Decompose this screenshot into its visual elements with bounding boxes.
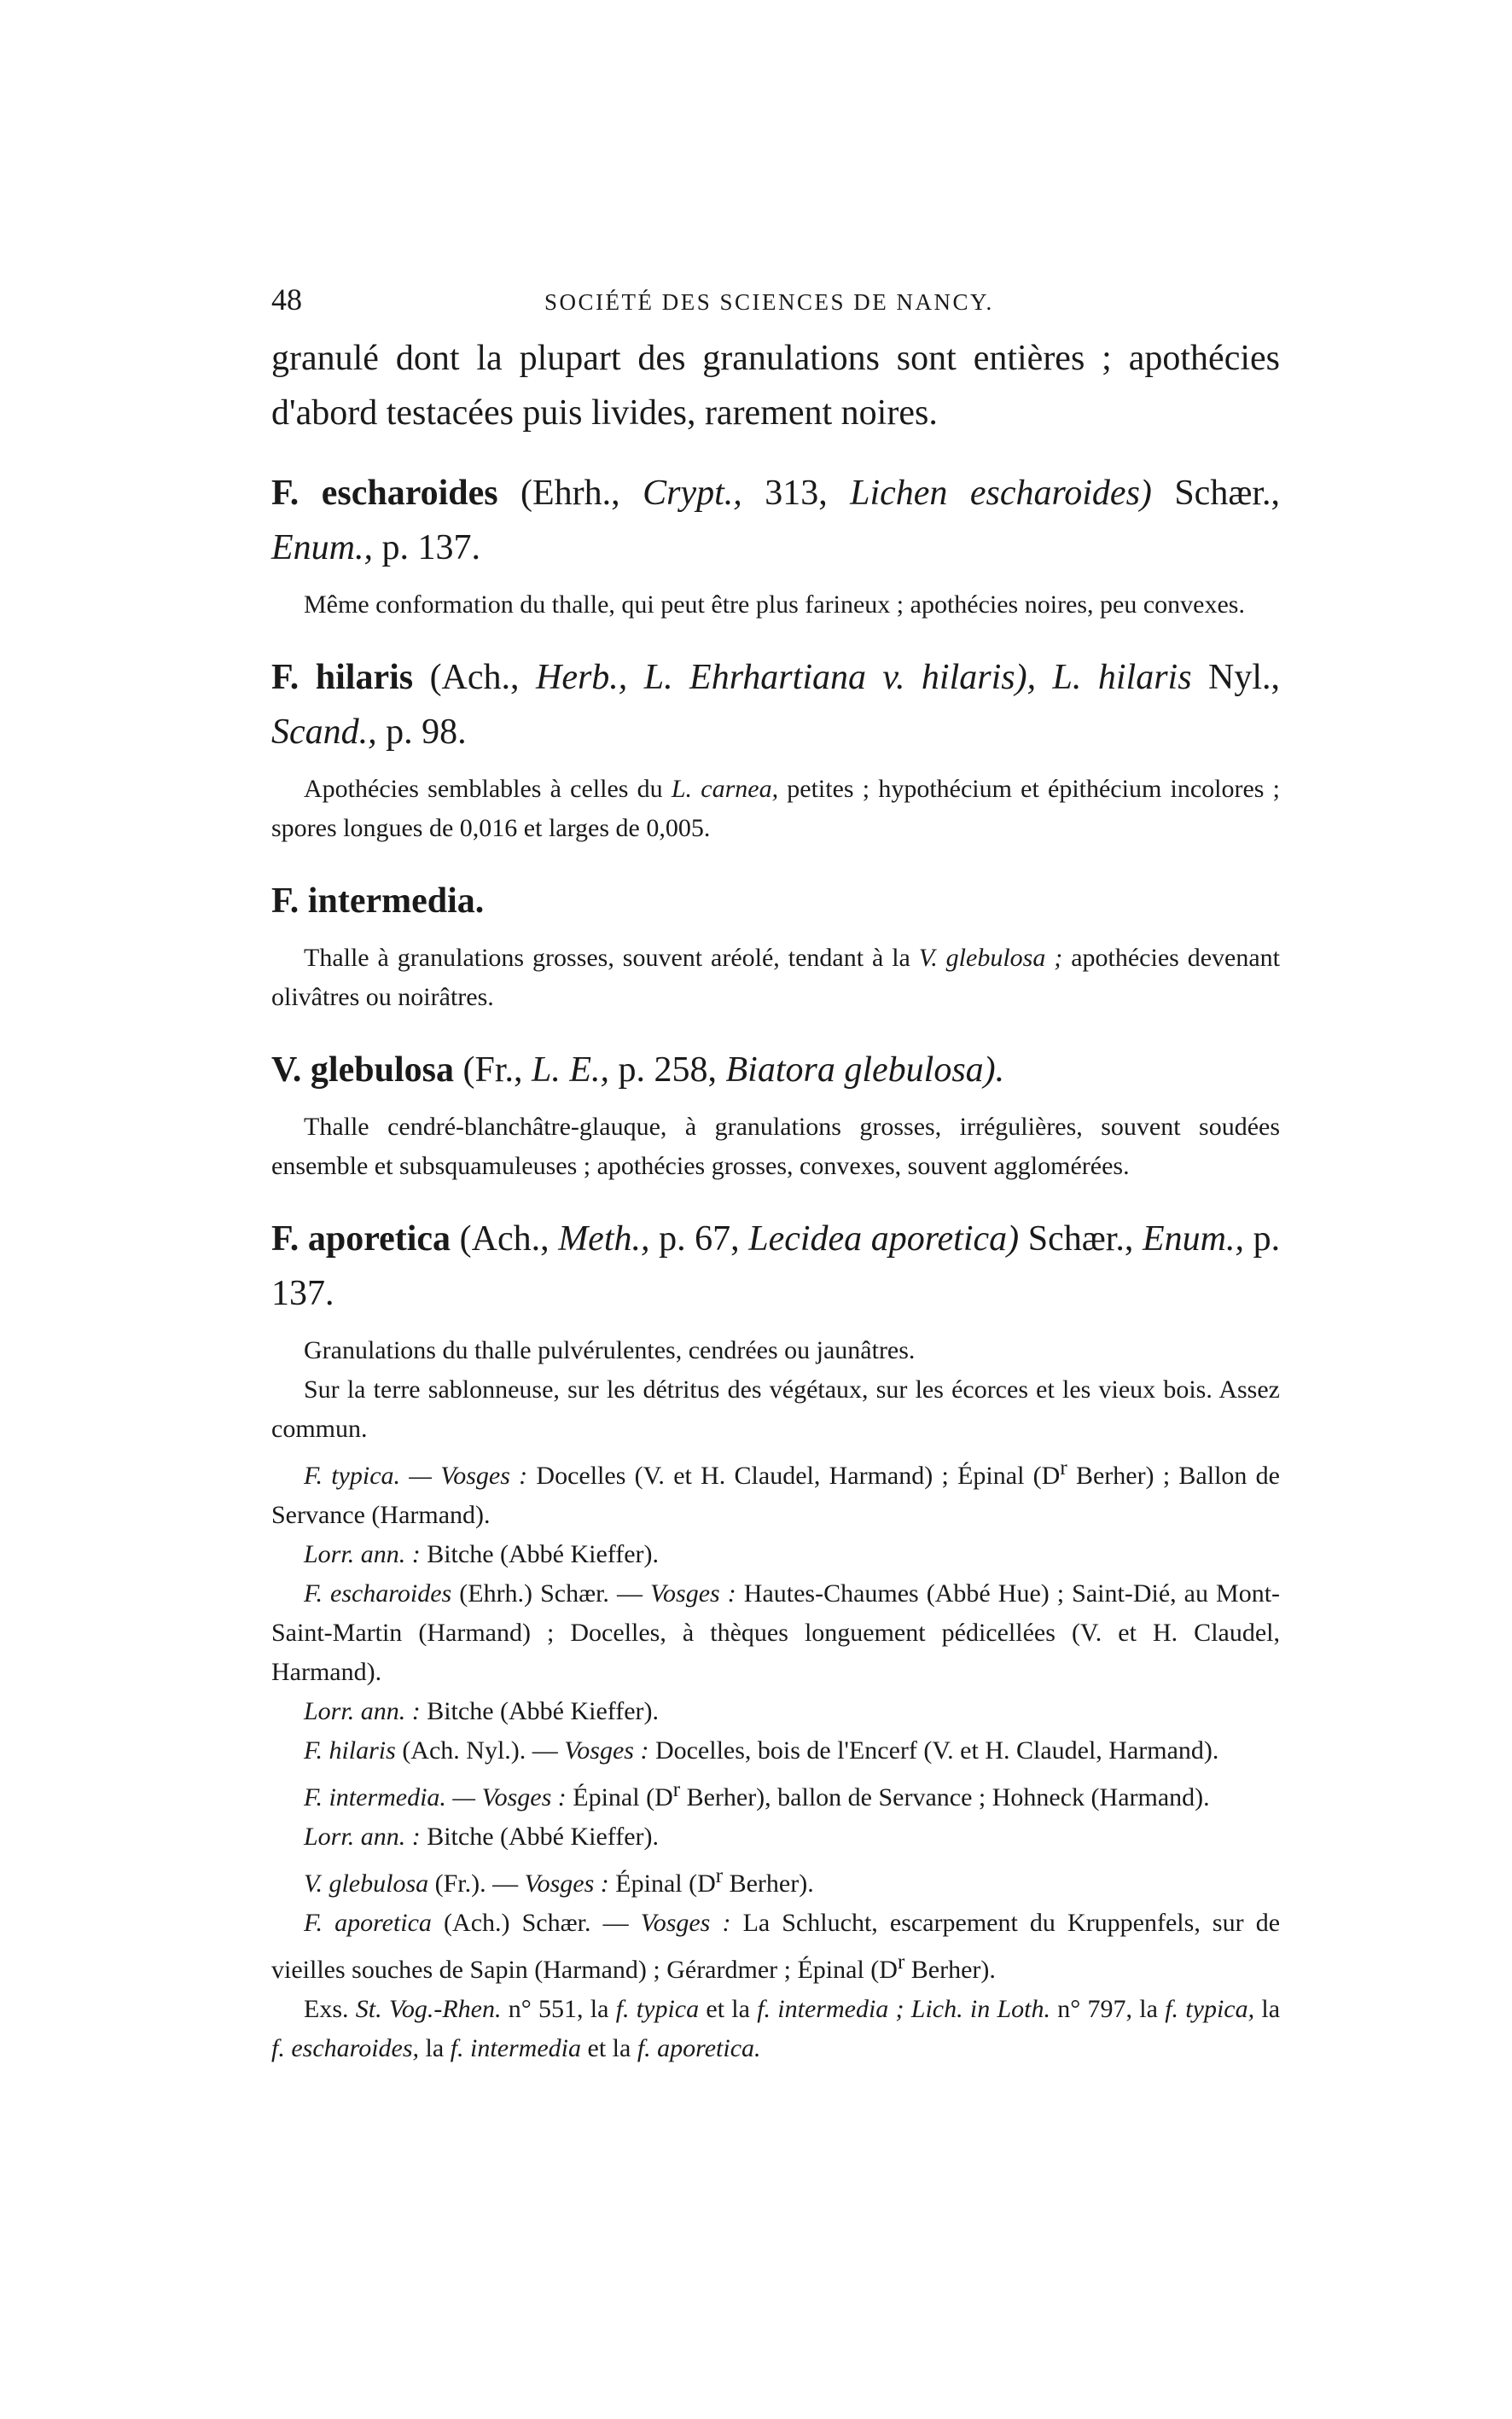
taxon-description: Thalle à granulations grosses, souvent aréolé, tendant à la V. glebulosa ; apothécies devenant olivâtres ou noirâtres. (271, 944, 1281, 1011)
taxon-name: F. aporetica (271, 1219, 451, 1259)
locality-lorraine: Lorr. ann. : Bitche (Abbé Kieffer). (304, 1823, 660, 1851)
locality-hilaris: F. hilaris (Ach. Nyl.). — Vosges : Docelles, bois de l'Encerf (V. et H. Claudel, Harmand). (304, 1736, 1219, 1765)
locality-glebulosa: V. glebulosa (Fr.). — Vosges : Épinal ($D^r$ Berher). (304, 1864, 814, 1898)
running-title: SOCIÉTÉ DES SCIENCES DE NANCY. (544, 289, 994, 315)
locality-lorraine: Lorr. ann. : Bitche (Abbé Kieffer). (304, 1697, 660, 1725)
taxon-intermedia (271, 874, 1280, 928)
locality-intermedia: F. intermedia. — Vosges : Épinal ($D^r$ Berher), ballon de Servance ; Hohneck (Harmand). (304, 1778, 1210, 1811)
taxon-aporetica: F. aporetica (Ach., Meth., p. 67, Lecidea aporetica) Schær., Enum., p. 137. (271, 1219, 1281, 1313)
locality-escharoides: F. escharoides (Ehrh.) Schær. — Vosges : Hautes-Chaumes (Abbé Hue) ; Saint-Dié, au Mont-Saint-Martin (Harmand) ; Docelles, à thèques longuement pédicellées (V. et H. Claudel, Harmand). (271, 1579, 1281, 1686)
document-page (271, 282, 1280, 2068)
taxon-name: F. escharoides (271, 474, 498, 513)
taxon-description: Granulations du thalle pulvérulentes, cendrées ou jaunâtres. (304, 1336, 916, 1364)
taxon-glebulosa: V. glebulosa (Fr., L. E., p. 258, Biatora glebulosa). (271, 1050, 1005, 1090)
habitat-paragraph: Sur la terre sablonneuse, sur les détritus des végétaux, sur les écorces et les vieux bois. Assez commun. (271, 1375, 1280, 1443)
page-header (271, 282, 1280, 319)
locality-aporetica: F. aporetica (Ach.) Schær. — Vosges : La Schlucht, escarpement du Kruppenfels, sur de vieilles souches de Sapin (Harmand) ; Gérardmer ; Épinal ($D^r$ Berher). (271, 1909, 1281, 1984)
taxon-description: Même conformation du thalle, qui peut être plus farineux ; apothécies noires, peu convexes. (304, 590, 1245, 619)
exsiccata-paragraph: Exs. St. Vog.-Rhen. n° 551, la f. typica et la f. intermedia ; Lich. in Loth. n° 797, la f. typica, la f. escharoides, la f. intermedia et la f. aporetica. (271, 1995, 1281, 2062)
locality-typica: F. typica. — Vosges : Docelles (V. et H. Claudel, Harmand) ; Épinal ($D^r$ Berher) ; Ballon de Servance (Harmand). (271, 1457, 1280, 1529)
taxon-escharoides: F. escharoides (Ehrh., Crypt., 313, Lichen escharoides) Schær., Enum., p. 137. (271, 474, 1281, 567)
intro-paragraph: granulé dont la plupart des granulations sont entières ; apothécies d'abord testacées puis livides, rarement noires. (271, 339, 1280, 433)
taxon-name: F. hilaris (271, 658, 414, 697)
taxon-name: F. intermedia. (271, 881, 485, 921)
taxon-description: Apothécies semblables à celles du L. carnea, petites ; hypothécium et épithécium incolores ; spores longues de 0,016 et larges de 0,005. (271, 775, 1280, 842)
taxon-name: V. glebulosa (271, 1050, 454, 1090)
taxon-description: Thalle cendré-blanchâtre-glauque, à granulations grosses, irrégulières, souvent soudées ensemble et subsquamuleuses ; apothécies grosses, convexes, souvent agglomérées. (271, 1113, 1280, 1180)
locality-lorraine: Lorr. ann. : Bitche (Abbé Kieffer). (304, 1540, 660, 1568)
page-number: 48 (271, 282, 302, 317)
taxon-hilaris: F. hilaris (Ach., Herb., L. Ehrhartiana v. hilaris), L. hilaris Nyl., Scand., p. 98. (271, 658, 1281, 752)
